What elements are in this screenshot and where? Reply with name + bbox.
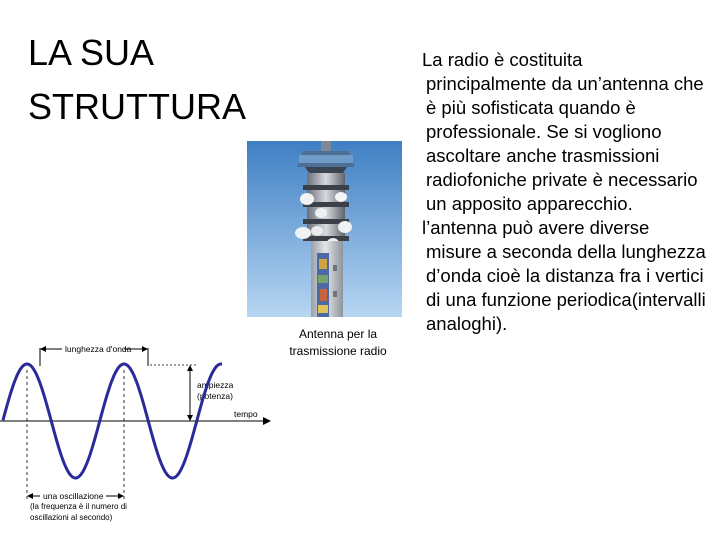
time-axis-arrow-icon	[263, 417, 271, 425]
amplitude-label: ampiezza	[197, 380, 234, 390]
tower-illustration	[247, 141, 402, 317]
wavelength-diagram	[0, 322, 275, 527]
paragraph-radio: La radio è costituita principalmente da un’antenna che è più sofisticata quando è professionale. Se si vogliono ascoltare anche trasmissioni radiofoniche private è necessario un apposito apparecchio.	[422, 49, 704, 214]
frequency-note-1: (la frequenza è il numero di	[30, 502, 127, 511]
body-text	[406, 48, 706, 336]
antenna-tower-photo	[247, 141, 402, 317]
slide-title	[28, 26, 288, 134]
caption-line-2: trasmissione radio	[289, 344, 387, 358]
photo-caption	[268, 326, 408, 360]
amplitude-label-2: (potenza)	[197, 391, 233, 401]
time-label: tempo	[234, 409, 258, 419]
title-line-1: LA SUA	[28, 32, 155, 73]
paragraph-antenna: l’antenna può avere diverse misure a seconda della lunghezza d’onda cioè la distanza fra i vertici di una funzione periodica(intervalli analoghi).	[422, 217, 706, 334]
wavelength-label: lunghezza d'onda	[65, 344, 132, 354]
oscillation-label: una oscillazione	[43, 491, 104, 501]
frequency-note-2: oscillazioni al secondo)	[30, 513, 113, 522]
caption-line-1: Antenna per la	[298, 327, 378, 341]
title-line-2: STRUTTURA	[28, 86, 246, 127]
